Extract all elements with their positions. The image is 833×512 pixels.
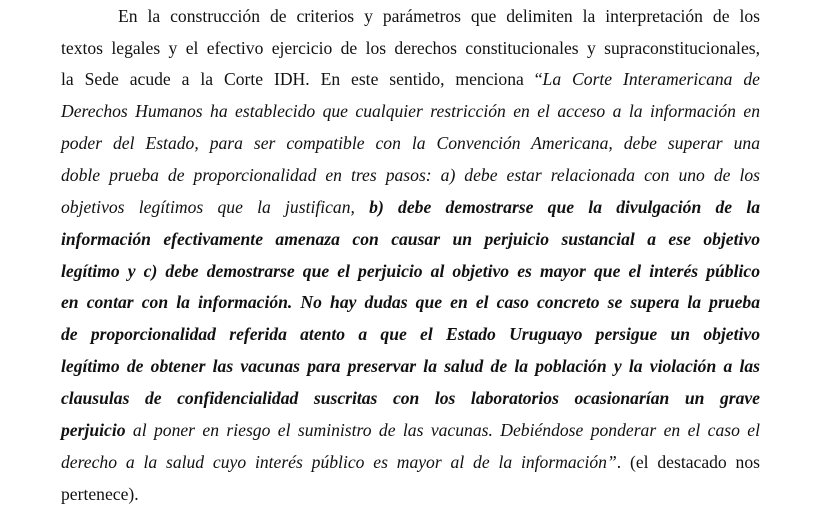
paragraph-line [61, 478, 760, 510]
paragraph-line [61, 32, 760, 64]
text-segment: objetivos legítimos que la justifican, [61, 197, 370, 217]
paragraph-line [61, 255, 760, 287]
text-segment: textos legales y el efectivo ejercicio de los derechos constitucionales y supraconstitucionales, [61, 38, 760, 58]
paragraph-line [61, 127, 760, 159]
paragraph-line [61, 159, 760, 191]
paragraph-line [61, 414, 760, 446]
text-segment: doble prueba de proporcionalidad en tres pasos: a) debe estar relacionada con uno de los [61, 165, 760, 185]
text-segment: En la construcción de criterios y parámetros que delimiten la interpretación de los [118, 6, 760, 26]
text-segment: poder del Estado, para ser compatible con la Convención Americana, debe superar una [61, 133, 760, 153]
text-segment: clausulas de confidencialidad suscritas con los laboratorios ocasionarían un grave [61, 388, 760, 408]
paragraph-line [61, 95, 760, 127]
text-segment: derecho a la salud cuyo interés público es mayor al de la información” [61, 452, 617, 472]
text-segment: legítimo y c) debe demostrarse que el perjuicio al objetivo es mayor que el interés público [61, 261, 760, 281]
text-segment: perjuicio [61, 420, 126, 440]
paragraph-line [61, 382, 760, 414]
text-segment: al poner en riesgo el suministro de las vacunas. Debiéndose ponderar en el caso el [125, 420, 760, 440]
text-segment: de proporcionalidad referida atento a que el Estado Uruguayo persigue un objetivo [61, 324, 760, 344]
text-segment: en contar con la información. No hay dudas que en el caso concreto se supera la prueba [61, 292, 760, 312]
text-segment: b) debe demostrarse que la divulgación de la [369, 197, 761, 217]
paragraph-line [61, 286, 760, 318]
paragraph-line [61, 191, 760, 223]
text-segment: Derechos Humanos ha establecido que cualquier restricción en el acceso a la información en [61, 101, 760, 121]
paragraph-line [61, 223, 760, 255]
paragraph-line [61, 63, 760, 95]
paragraph-line [61, 318, 760, 350]
text-segment: información efectivamente amenaza con causar un perjuicio sustancial a ese objetivo [61, 229, 760, 249]
paragraph-line [61, 446, 760, 478]
text-segment: legítimo de obtener las vacunas para preservar la salud de la población y la violación a las [61, 356, 760, 376]
paragraph-line [61, 350, 760, 382]
text-segment: pertenece). [61, 484, 139, 504]
text-segment: . (el destacado nos [616, 452, 760, 472]
text-segment: La Corte Interamericana de [542, 69, 760, 89]
paragraph-line [118, 0, 760, 32]
text-segment: la Sede acude a la Corte IDH. En este sentido, menciona “ [61, 69, 543, 89]
